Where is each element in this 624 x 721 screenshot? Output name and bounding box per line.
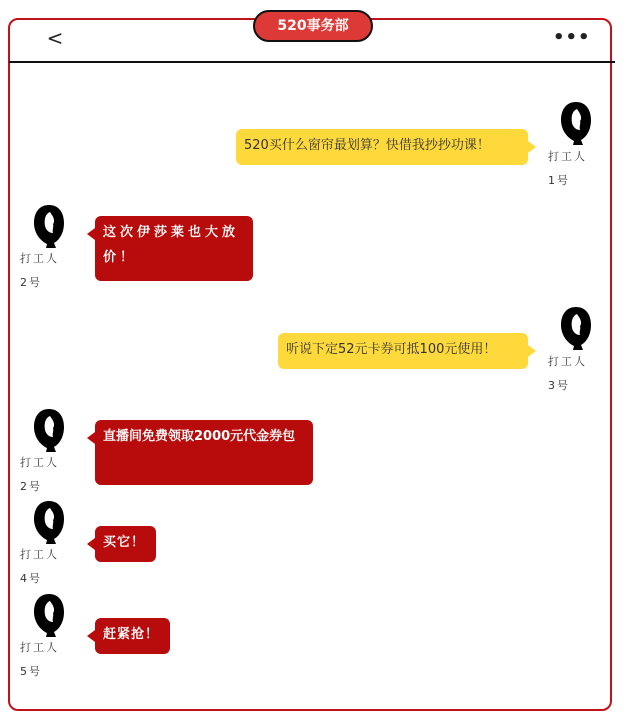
sender-name: 打工人5号 — [20, 641, 59, 678]
sender-name: 打工人4号 — [20, 548, 59, 585]
message-bubble: 520买什么窗帘最划算？快借我抄抄功课！ — [236, 129, 528, 165]
avatar-silhouette-icon — [33, 203, 65, 249]
avatar-silhouette-icon — [33, 407, 65, 453]
avatar-silhouette-icon — [33, 592, 65, 638]
sender-name: 打工人2号 — [20, 456, 59, 493]
message-bubble: 买它！ — [95, 526, 156, 562]
avatar-silhouette-icon — [560, 305, 592, 351]
sender-name: 打工人1号 — [548, 150, 587, 187]
chat-title: 520事务部 — [253, 10, 373, 42]
message-bubble: 听说下定52元卡券可抵100元使用！ — [278, 333, 528, 369]
sender-name: 打工人2号 — [20, 252, 59, 289]
message-bubble: 这次伊莎莱也大放价！ — [95, 216, 253, 281]
message-bubble: 直播间免费领取2000元代金券包 — [95, 420, 313, 485]
back-icon[interactable]: < — [46, 26, 64, 50]
avatar-silhouette-icon — [33, 499, 65, 545]
avatar-silhouette-icon — [560, 100, 592, 146]
more-icon[interactable]: ••• — [553, 27, 591, 48]
message-bubble: 赶紧抢！ — [95, 618, 170, 654]
sender-name: 打工人3号 — [548, 355, 587, 392]
header-divider — [9, 61, 615, 63]
